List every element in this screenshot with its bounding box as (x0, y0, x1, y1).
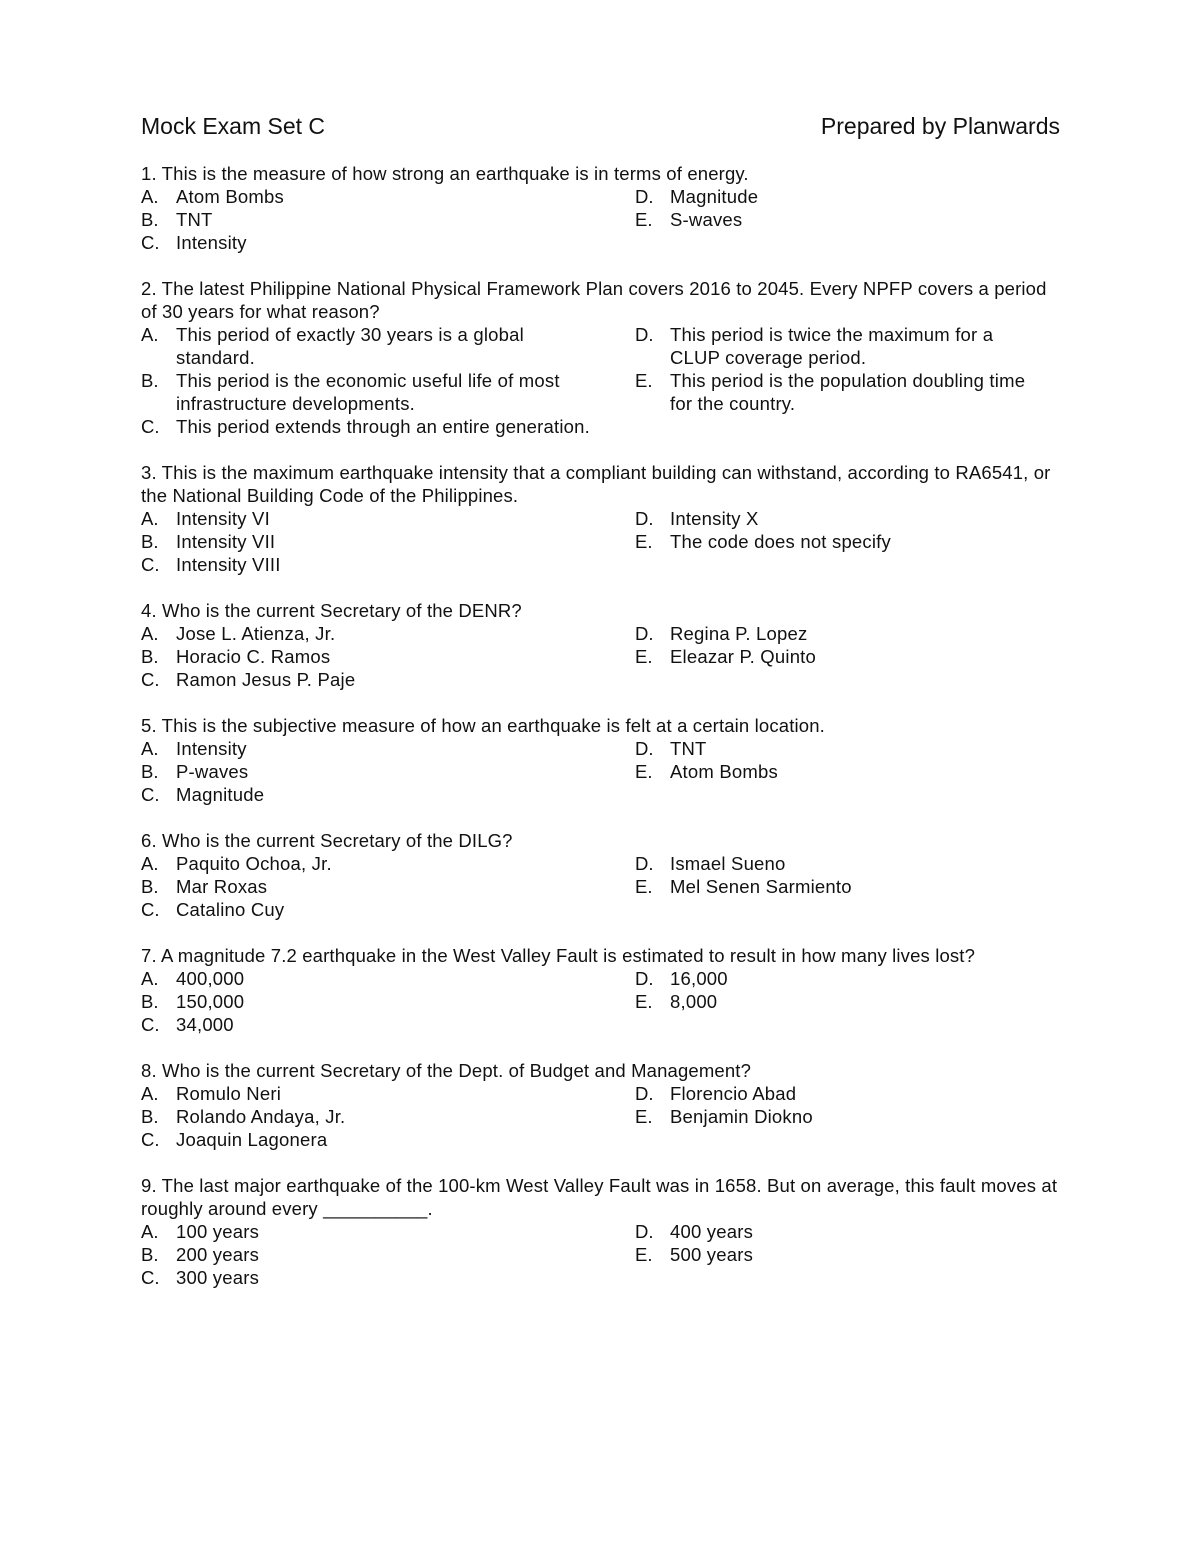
answer-option (635, 369, 1060, 415)
option-letter: A. (141, 853, 159, 874)
option-text: Rolando Andaya, Jr. (176, 1106, 346, 1127)
answer-option (635, 760, 1060, 783)
option-text: Mel Senen Sarmiento (670, 876, 852, 897)
option-text: This period extends through an entire generation. (176, 416, 590, 437)
option-letter: D. (635, 1221, 654, 1242)
option-letter: A. (141, 324, 159, 345)
answer-option (635, 645, 1060, 668)
answer-option (635, 852, 1060, 875)
answer-option (141, 1220, 635, 1243)
option-text: Intensity VII (176, 531, 276, 552)
option-letter: C. (141, 232, 160, 253)
question-stem: 7. A magnitude 7.2 earthquake in the West Valley Fault is estimated to result in how many lives lost? (141, 945, 976, 966)
option-text: Benjamin Diokno (670, 1106, 813, 1127)
option-letter: E. (635, 1106, 653, 1127)
option-letter: B. (141, 876, 159, 897)
option-letter: E. (635, 646, 653, 667)
option-text: Catalino Cuy (176, 899, 285, 920)
answer-option (635, 1243, 1060, 1266)
option-text: Joaquin Lagonera (176, 1129, 328, 1150)
option-letter: C. (141, 1014, 160, 1035)
answer-option (635, 323, 1060, 369)
option-letter: E. (635, 209, 653, 230)
answer-option (635, 737, 1060, 760)
option-letter: D. (635, 853, 654, 874)
answer-option (141, 323, 635, 369)
answer-option (141, 530, 635, 553)
option-letter: C. (141, 1129, 160, 1150)
option-letter: A. (141, 1083, 159, 1104)
option-letter: C. (141, 784, 160, 805)
option-letter: C. (141, 669, 160, 690)
option-text: Intensity (176, 738, 247, 759)
option-letter: E. (635, 991, 653, 1012)
option-text: Intensity VIII (176, 554, 281, 575)
answer-option (141, 507, 635, 530)
answer-option (141, 967, 635, 990)
answer-options (141, 967, 1060, 1036)
option-text: 300 years (176, 1267, 260, 1288)
question-7 (141, 944, 1060, 1036)
option-text: TNT (670, 738, 707, 759)
option-text: This period is the economic useful life of most infrastructure developments. (176, 370, 560, 414)
answer-options (141, 1082, 1060, 1151)
answer-option (635, 967, 1060, 990)
answer-option (141, 645, 635, 668)
option-text: Atom Bombs (176, 186, 284, 207)
question-stem: 6. Who is the current Secretary of the DILG? (141, 830, 513, 851)
answer-option (141, 553, 635, 576)
option-letter: C. (141, 554, 160, 575)
exam-title: Mock Exam Set C (141, 113, 326, 139)
answer-option (141, 760, 635, 783)
answer-option (635, 990, 1060, 1013)
option-text: Intensity (176, 232, 247, 253)
answer-options (141, 852, 1060, 921)
option-text: This period of exactly 30 years is a global standard. (176, 324, 524, 368)
answer-options (141, 507, 1060, 576)
question-stem: 2. The latest Philippine National Physical Framework Plan covers 2016 to 2045. Every NPFP covers a period of 30 years for what reason? (141, 278, 1047, 322)
question-1 (141, 162, 1060, 254)
option-text: Eleazar P. Quinto (670, 646, 817, 667)
option-text: S-waves (670, 209, 743, 230)
answer-option (635, 530, 1060, 553)
option-letter: C. (141, 899, 160, 920)
option-text: 8,000 (670, 991, 718, 1012)
question-stem: 4. Who is the current Secretary of the DENR? (141, 600, 522, 621)
option-letter: A. (141, 186, 159, 207)
option-letter: B. (141, 370, 159, 391)
option-text: 200 years (176, 1244, 260, 1265)
option-text: TNT (176, 209, 213, 230)
option-letter: D. (635, 968, 654, 989)
question-4 (141, 599, 1060, 691)
option-text: Regina P. Lopez (670, 623, 808, 644)
answer-option (141, 852, 635, 875)
answer-options (141, 737, 1060, 806)
answer-option (141, 185, 635, 208)
option-letter: E. (635, 531, 653, 552)
option-text: Horacio C. Ramos (176, 646, 331, 667)
question-stem: 3. This is the maximum earthquake intensity that a compliant building can withstand, according to RA6541, or the National Building Code of the Philippines. (141, 462, 1051, 506)
option-letter: C. (141, 1267, 160, 1288)
option-text: P-waves (176, 761, 249, 782)
answer-option (141, 622, 635, 645)
option-text: Intensity X (670, 508, 759, 529)
answer-option (141, 1243, 635, 1266)
answer-option (635, 1220, 1060, 1243)
question-6 (141, 829, 1060, 921)
option-text: Florencio Abad (670, 1083, 797, 1104)
question-stem: 5. This is the subjective measure of how an earthquake is felt at a certain location. (141, 715, 825, 736)
answer-option (141, 415, 635, 438)
answer-option (141, 1128, 635, 1151)
option-text: 16,000 (670, 968, 728, 989)
answer-option (635, 507, 1060, 530)
answer-option (141, 1013, 635, 1036)
option-text: 150,000 (176, 991, 245, 1012)
question-stem: 9. The last major earthquake of the 100-km West Valley Fault was in 1658. But on average, this fault moves at roughly around every __________. (141, 1175, 1058, 1219)
answer-option (141, 1266, 635, 1289)
option-letter: E. (635, 1244, 653, 1265)
option-letter: E. (635, 370, 653, 391)
option-text: 400,000 (176, 968, 245, 989)
option-letter: A. (141, 968, 159, 989)
answer-option (141, 369, 635, 415)
answer-option (635, 875, 1060, 898)
option-text: Intensity VI (176, 508, 270, 529)
option-letter: D. (635, 1083, 654, 1104)
answer-option (141, 737, 635, 760)
option-letter: E. (635, 876, 653, 897)
answer-options (141, 1220, 1060, 1289)
answer-options (141, 622, 1060, 691)
option-letter: A. (141, 508, 159, 529)
option-text: Magnitude (176, 784, 265, 805)
option-letter: A. (141, 1221, 159, 1242)
option-letter: A. (141, 738, 159, 759)
option-letter: D. (635, 186, 654, 207)
answer-option (635, 1082, 1060, 1105)
answer-option (141, 783, 635, 806)
answer-option (635, 185, 1060, 208)
question-list (141, 162, 1060, 1289)
option-text: 34,000 (176, 1014, 234, 1035)
option-text: 400 years (670, 1221, 754, 1242)
answer-options (141, 323, 1060, 438)
option-letter: B. (141, 1244, 159, 1265)
option-text: Ismael Sueno (670, 853, 786, 874)
option-text: Ramon Jesus P. Paje (176, 669, 356, 690)
answer-option (635, 622, 1060, 645)
option-text: 500 years (670, 1244, 754, 1265)
option-letter: D. (635, 508, 654, 529)
option-letter: B. (141, 209, 159, 230)
question-stem: 1. This is the measure of how strong an earthquake is in terms of energy. (141, 163, 749, 184)
answer-option (141, 208, 635, 231)
answer-options (141, 185, 1060, 254)
option-letter: E. (635, 761, 653, 782)
answer-option (635, 1105, 1060, 1128)
page-header (141, 113, 1060, 140)
option-letter: B. (141, 531, 159, 552)
exam-author: Prepared by Planwards (820, 113, 1060, 139)
option-text: Paquito Ochoa, Jr. (176, 853, 332, 874)
answer-option (141, 1105, 635, 1128)
option-letter: B. (141, 761, 159, 782)
answer-option (141, 668, 635, 691)
option-letter: C. (141, 416, 160, 437)
question-8 (141, 1059, 1060, 1151)
option-text: 100 years (176, 1221, 260, 1242)
option-letter: B. (141, 1106, 159, 1127)
option-text: This period is twice the maximum for a CLUP coverage period. (670, 324, 994, 368)
question-3 (141, 461, 1060, 576)
answer-option (141, 875, 635, 898)
question-5 (141, 714, 1060, 806)
option-letter: D. (635, 324, 654, 345)
answer-option (141, 898, 635, 921)
answer-option (141, 231, 635, 254)
option-text: Jose L. Atienza, Jr. (176, 623, 336, 644)
option-text: The code does not specify (670, 531, 891, 552)
option-text: Mar Roxas (176, 876, 268, 897)
option-text: Atom Bombs (670, 761, 778, 782)
option-letter: A. (141, 623, 159, 644)
question-2 (141, 277, 1060, 438)
question-stem: 8. Who is the current Secretary of the Dept. of Budget and Management? (141, 1060, 752, 1081)
option-text: Romulo Neri (176, 1083, 282, 1104)
answer-option (141, 990, 635, 1013)
option-text: Magnitude (670, 186, 759, 207)
option-letter: D. (635, 623, 654, 644)
option-letter: D. (635, 738, 654, 759)
option-letter: B. (141, 991, 159, 1012)
answer-option (635, 208, 1060, 231)
answer-option (141, 1082, 635, 1105)
option-text: This period is the population doubling time for the country. (670, 370, 1026, 414)
option-letter: B. (141, 646, 159, 667)
question-9 (141, 1174, 1060, 1289)
